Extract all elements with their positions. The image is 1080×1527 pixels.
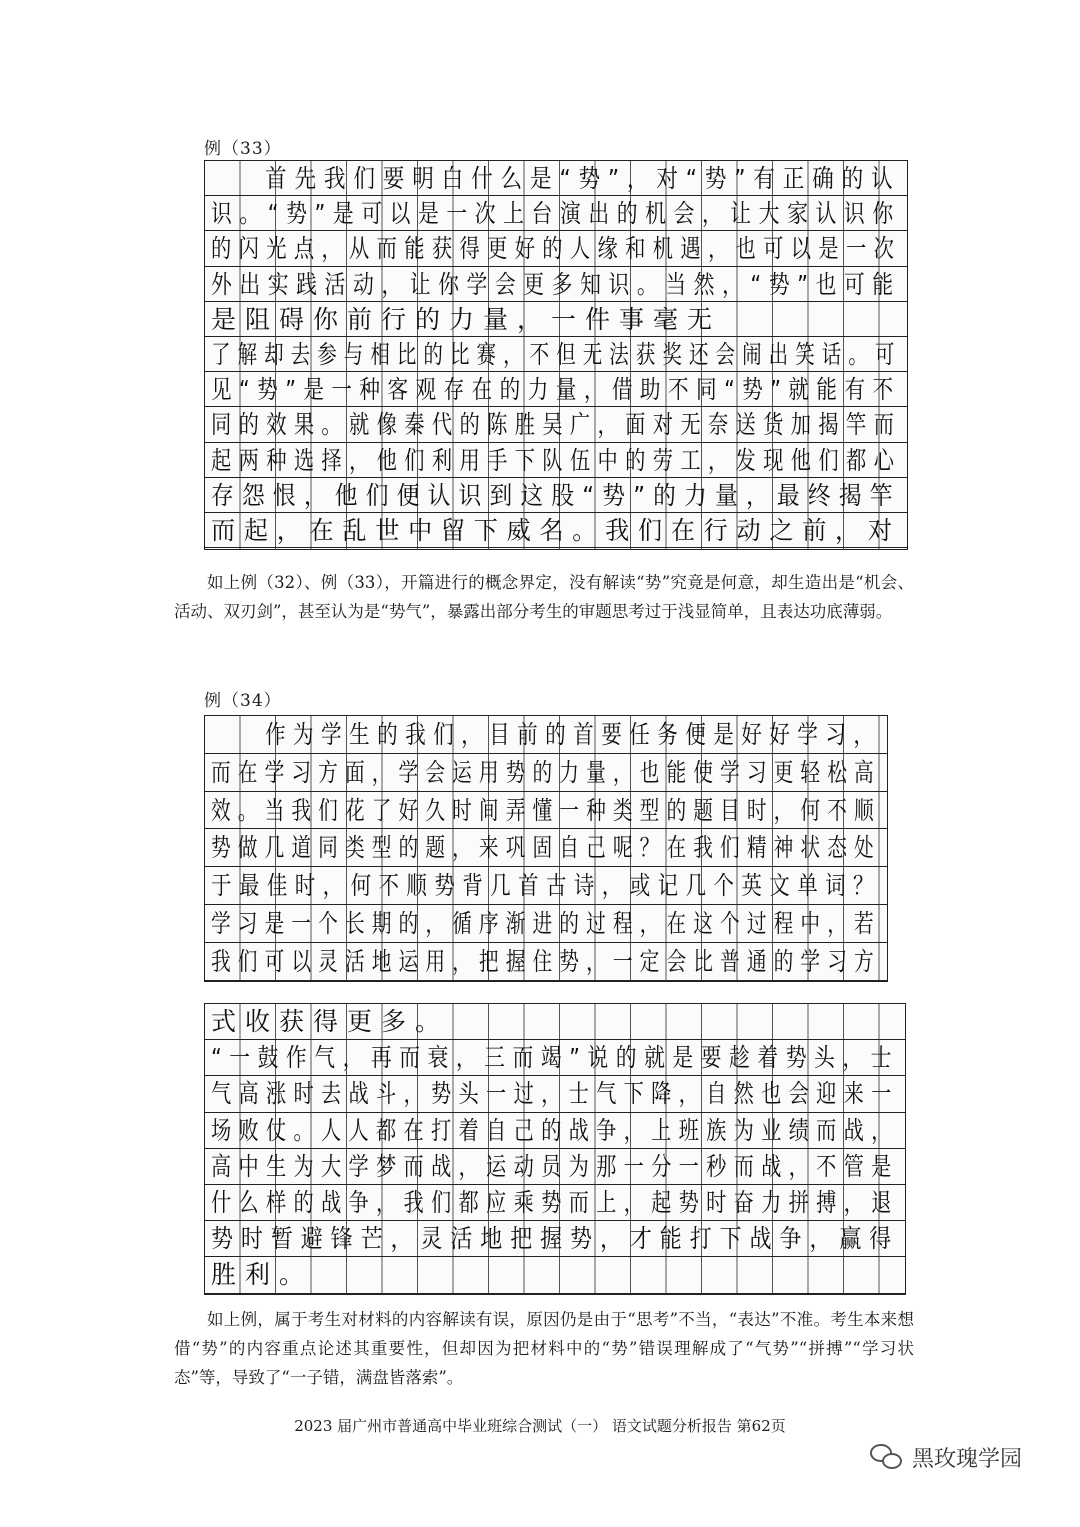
- handwritten-line-text: 势做几道同类型的题，来巩固自己呢？在我们精神状态处: [211, 833, 881, 863]
- handwritten-line-text: 外出实践活动，让你学会更多知识。当然，“势”也可能: [211, 269, 901, 299]
- handwritten-line-text: 了解却去参与相比的比赛，不但无法获奖还会闹出笑话。可: [211, 339, 902, 369]
- handwritten-line: [205, 372, 907, 407]
- handwritten-line-text: 胜利。: [211, 1260, 314, 1290]
- handwritten-line: [205, 1149, 905, 1185]
- handwritten-line-text: “一鼓作气，再而衰，三而竭”说的就是要趁着势头，士: [211, 1043, 899, 1073]
- handwritten-line: [205, 161, 907, 196]
- handwritten-line-text: 于最佳时，何不顺势背几首古诗，或记几个英文单词？: [211, 871, 881, 901]
- handwritten-line: [205, 513, 907, 548]
- handwritten-line: [205, 716, 887, 754]
- analysis-paragraph-2: [174, 1305, 914, 1392]
- handwritten-line: [205, 196, 907, 231]
- handwritten-line-text: 同的效果。就像秦代的陈胜吴广，面对无奈送货加揭竿而: [211, 410, 902, 440]
- analysis-paragraph-1: [174, 568, 914, 626]
- handwritten-line-text: 场败仗。人人都在打着自己的战争，上班族为业绩而战，: [211, 1115, 899, 1145]
- handwritten-line-text: 见“势”是一种客观存在的力量，借助不同“势”就能有不: [211, 375, 901, 405]
- handwritten-line: [205, 1076, 905, 1112]
- handwritten-line-text: 而起，在乱世中留下威名。我们在行动之前，对: [211, 515, 901, 545]
- handwritten-line: [205, 754, 887, 792]
- handwritten-line: [205, 905, 887, 943]
- handwritten-line-text: 高中生为大学梦而战，运动员为那一分一秒而战，不管是: [211, 1151, 899, 1181]
- handwritten-line-text: 效。当我们花了好久时间弄懂一种类型的题目时，何不顺: [211, 795, 881, 825]
- handwritten-line-text: 起两种选择，他们利用手下队伍中的劳工，发现他们都心: [211, 445, 902, 475]
- handwritten-line-text: 什么样的战争，我们都应乘势而上，起势时奋力拼搏，退: [211, 1187, 899, 1217]
- handwritten-line-text: 我们可以灵活地运用，把握住势，一定会比普通的学习方: [211, 946, 881, 976]
- analysis-text-1: 如上例（32）、例（33），开篇进行的概念界定，没有解读“势”究竟是何意，却生造出是“机会、活动、双刃剑”，甚至认为是“势气”，暴露出部分考生的审题思考过于浅显简单，且表达功底薄弱。: [174, 573, 914, 621]
- handwritten-line-text: 势时暂避锋芒，灵活地把握势，才能打下战争，赢得: [211, 1224, 900, 1254]
- handwritten-line-text: 存怨恨，他们便认识到这股“势”的力量，最终揭竿: [211, 480, 901, 510]
- handwritten-line: [205, 337, 907, 372]
- example-34-handwriting-sheet-bottom: [204, 1003, 906, 1295]
- handwritten-line: [205, 231, 907, 266]
- analysis-text-2: 如上例，属于考生对材料的内容解读有误，原因仍是由于“思考”不当，“表达”不准。考生本来想借“势”的内容重点论述其重要性，但却因为把材料中的“势”错误理解成了“气势”“拼搏”“学习状态”等，导致了“一子错，满盘皆落索”。: [174, 1310, 914, 1387]
- handwritten-line-text: 作为学生的我们，目前的首要任务便是好好学习，: [265, 720, 882, 749]
- handwritten-line: [205, 267, 907, 302]
- handwritten-line: [205, 943, 887, 981]
- page-footer: 2023 届广州市普通高中毕业班综合测试（一） 语文试题分析报告 第62页: [294, 1417, 786, 1435]
- handwritten-line: [205, 478, 907, 513]
- handwritten-line: [205, 1185, 905, 1221]
- handwritten-line: [205, 1004, 905, 1040]
- example-33-handwriting-sheet: [204, 160, 908, 550]
- handwritten-line-text: 而在学习方面，学会运用势的力量，也能使学习更轻松高: [211, 757, 881, 787]
- example-33-label: 例（33）: [204, 139, 282, 159]
- handwritten-line: [205, 1257, 905, 1293]
- handwritten-line-text: 式收获得更多。: [211, 1007, 450, 1036]
- handwritten-line: [205, 792, 887, 830]
- handwritten-line: [205, 829, 887, 867]
- example-34-handwriting-sheet-top: [204, 715, 888, 982]
- handwritten-line-text: 首先我们要明白什么是“势”，对“势”有正确的认: [265, 164, 901, 193]
- handwritten-line: [205, 867, 887, 905]
- watermark: [870, 1442, 1022, 1473]
- handwritten-line-text: 的闪光点，从而能获得更好的人缘和机遇，也可以是一次: [211, 234, 902, 264]
- watermark-text: 黑玫瑰学园: [912, 1447, 1023, 1472]
- example-34-label: 例（34）: [204, 691, 282, 711]
- handwritten-line: [205, 1113, 905, 1149]
- handwritten-line-text: 是阻碍你前行的力量，一件事毫无: [211, 304, 722, 334]
- handwritten-line: [205, 443, 907, 478]
- handwritten-line: [205, 407, 907, 442]
- handwritten-line: [205, 1221, 905, 1257]
- handwritten-line-text: 气高涨时去战斗，势头一过，士气下降，自然也会迎来一: [211, 1079, 899, 1109]
- handwritten-line: [205, 1040, 905, 1076]
- handwritten-line-text: 识。“势”是可以是一次上台演出的机会，让大家认识你: [211, 199, 901, 229]
- wechat-icon: [870, 1444, 904, 1472]
- handwritten-line-text: 学习是一个长期的，循序渐进的过程，在这个过程中，若: [211, 908, 881, 938]
- handwritten-line: [205, 302, 907, 337]
